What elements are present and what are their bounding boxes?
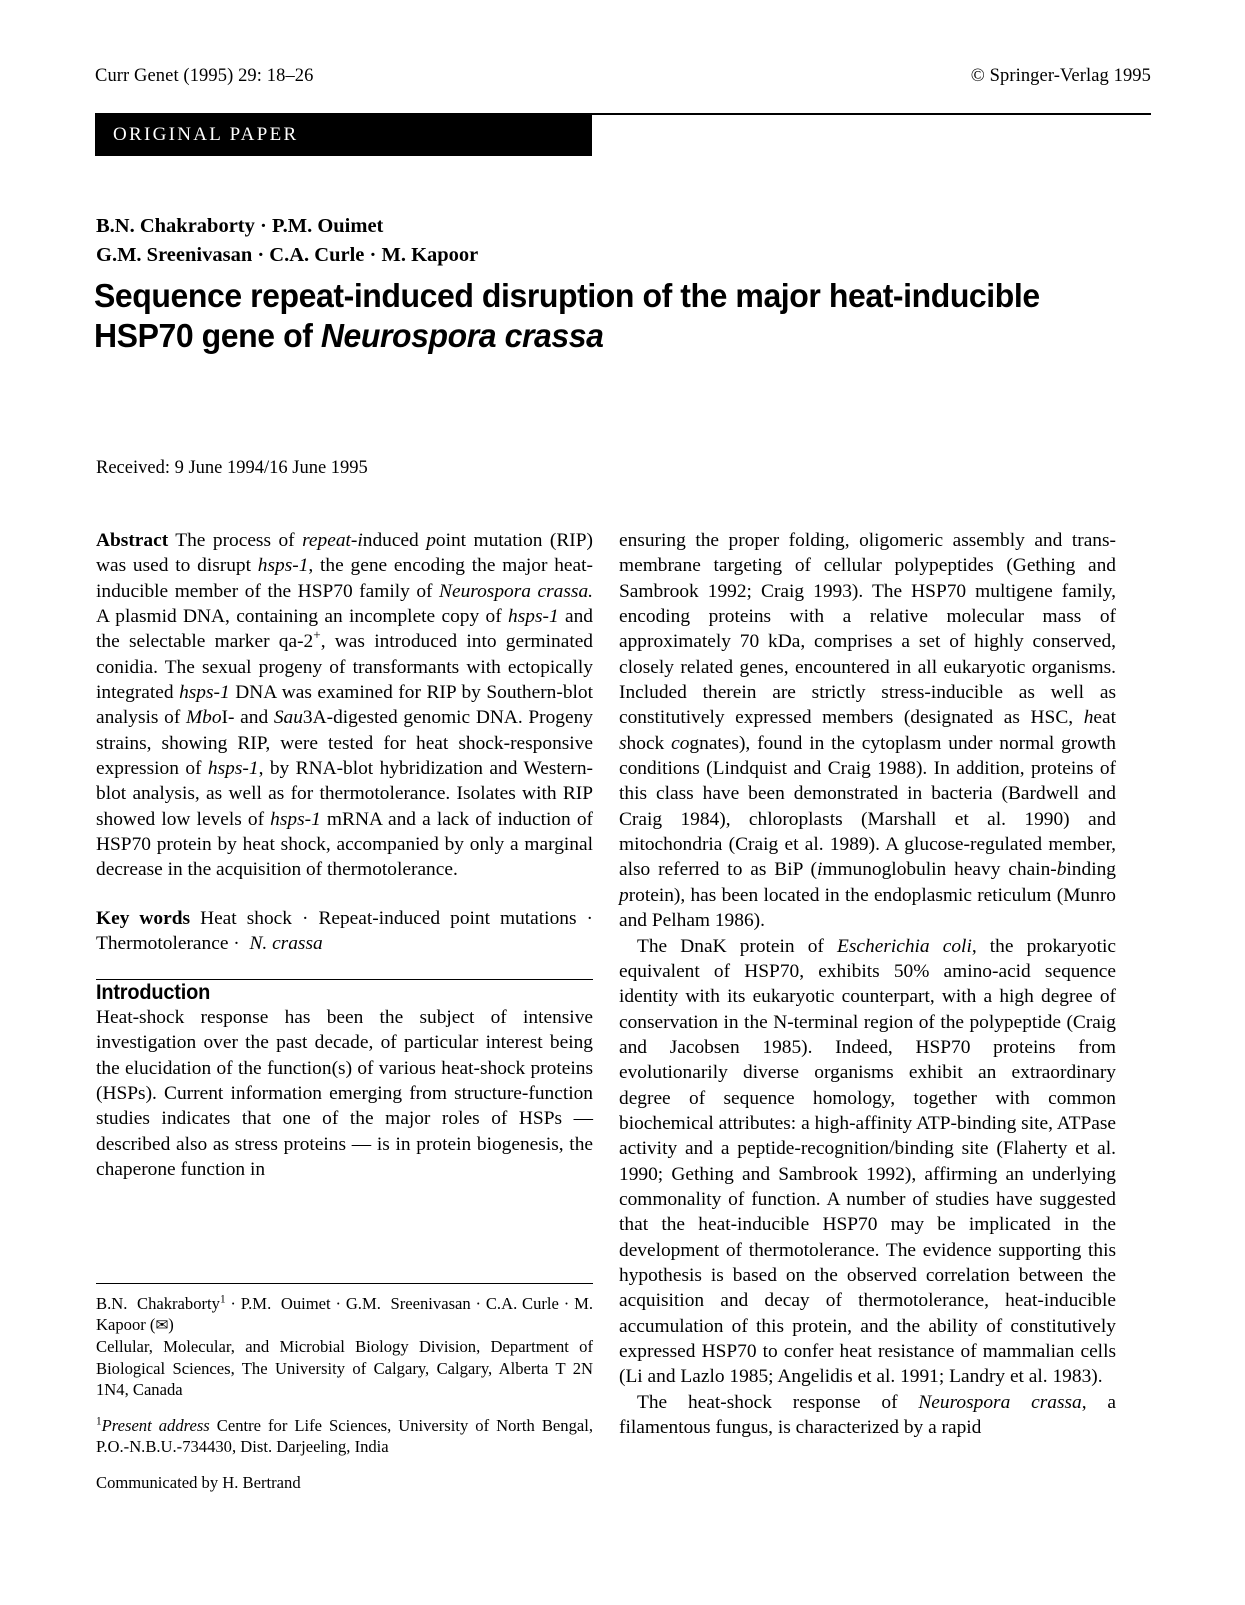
footnote-authors: B.N. Chakraborty$^1$ · P.M. Ouimet · G.M. Sreenivasan · C.A. Curle · M. Kapoor (✉) [96,1293,593,1335]
article-type-label: ORIGINAL PAPER [113,123,299,145]
right-paragraph-2: The DnaK protein of Escherichia coli, the prokaryotic equivalent of HSP70, exhibits 50% amino-acid sequence identity with its eukaryotic counterpart, with a high degree of conservation in the N-terminal region of the polypeptide (Craig and Jacobsen 1985). Indeed, HSP70 proteins from evolutionarily diverse organisms exhibit an extraordinary degree of sequence homology, together with common biochemical attributes: a high-affinity ATP-binding site, ATPase activity and a peptide-recognition/binding site (Flaherty et al. 1990; Gething and Sambrook 1992), affirming an underlying commonality of function. A number of studies have suggested that the heat-inducible HSP70 may be implicated in the development of thermotolerance. The evidence supporting this hypothesis is based on the observed correlation between the acquisition and decay of thermotolerance, heat-inducible accumulation of this protein, and the ability of constitutively expressed HSP70 to confer heat resistance of mammalian cells (Li and Lazlo 1985; Angelidis et al. 1991; Landry et al. 1983). [619,935,1116,1388]
title-line-1: Sequence repeat-induced disruption of the major heat-inducible [94,278,1040,315]
copyright-notice: © Springer-Verlag 1995 [970,66,1151,86]
right-paragraph-3: The heat-shock response of Neurospora crassa, a filamentous fungus, is characterized by a rapid [619,1391,1116,1439]
keywords-heading: Key words [96,907,191,929]
right-paragraph-1: ensuring the proper folding, oligomeric assembly and trans-membrane targeting of cellular polypeptides (Gething and Sambrook 1992; Craig 1993). The HSP70 multigene family, encoding proteins with a relative molecular mass of approximately 70 kDa, comprises a set of highly conserved, closely related genes, encountered in all eukaryotic organisms. Included therein are strictly stress-inducible as well as constitutively expressed members (designated as HSC, heat shock cognates), found in the cytoplasm under normal growth conditions (Lindquist and Craig 1988). In addition, proteins of this class have been demonstrated in bacteria (Bardwell and Craig 1984), chloroplasts (Marshall et al. 1990) and mitochondria (Craig et al. 1989). A glucose-regulated member, also referred to as BiP (immunoglobulin heavy chain-binding protein), has been located in the endoplasmic reticulum (Munro and Pelham 1986). [619,530,1116,932]
footnote-block [96,1283,593,1494]
present-address-body: Centre for Life Sciences, University of North Bengal, P.O.-N.B.U.-734430, Dist. Darjeeling, India [96,1416,593,1457]
introduction-paragraph-1: Heat-shock response has been the subject of intensive investigation over the past decade, of particular interest being the elucidation of the function(s) of various heat-shock proteins (HSPs). Current information emerging from structure-function studies indicates that one of the major roles of HSPs — described also as stress proteins — is in protein biogenesis, the chaperone function in [96,1006,593,1180]
present-address-marker: 1 [96,1415,102,1428]
abstract-paragraph: Abstract The process of repeat-induced point mutation (RIP) was used to disrupt hsps-1, the gene encoding the major heat-inducible member of the HSP70 family of Neurospora crassa. A plasmid DNA, containing an incomplete copy of hsps-1 and the selectable marker qa-2+, was introduced into germinated conidia. The sexual progeny of transformants with ectopically integrated hsps-1 DNA was examined for RIP by Southern-blot analysis of MboI- and Sau3A-digested genomic DNA. Progeny strains, showing RIP, were tested for heat shock-responsive expression of hsps-1, by RNA-blot hybridization and Western-blot analysis, as well as for thermotolerance. Isolates with RIP showed low levels of hsps-1 mRNA and a lack of induction of HSP70 protein by heat shock, accompanied by only a marginal decrease in the acquisition of thermotolerance. [96,530,594,881]
journal-reference: Curr Genet (1995) 29: 18–26 [95,66,314,86]
author-line-1: B.N. Chakraborty · P.M. Ouimet [96,215,384,237]
running-head [95,66,1151,87]
title-species-name: Neurospora crassa [320,318,604,355]
section-heading-introduction: Introduction [96,980,211,1004]
title-line-2-plain: HSP70 gene of [94,318,321,355]
present-address-label: Present address [101,1416,210,1436]
left-column [96,528,593,1182]
footnote-affiliation: Cellular, Molecular, and Microbial Biology Division, Department of Biological Sciences, The University of Calgary, Calgary, Alberta T 2N 1N4, Canada [96,1337,593,1399]
footnote-divider [96,1283,593,1284]
right-column [619,528,1116,1440]
keywords-paragraph: Key words Heat shock · Repeat-induced point mutations · Thermotolerance · N. crassa [96,907,593,955]
article-type-banner [95,113,1151,157]
author-list [96,212,1096,270]
abstract-heading: Abstract [96,530,169,551]
banner-box [95,114,592,156]
author-line-2: G.M. Sreenivasan · C.A. Curle · M. Kapoor [96,244,479,266]
received-date: Received: 9 June 1994/16 June 1995 [96,458,368,478]
footnote-communicated-by: Communicated by H. Bertrand [96,1473,301,1493]
footnote-present-address [96,1415,593,1457]
page-title [94,277,1059,357]
spacer [96,883,593,906]
envelope-icon: ✉ [155,1317,169,1335]
